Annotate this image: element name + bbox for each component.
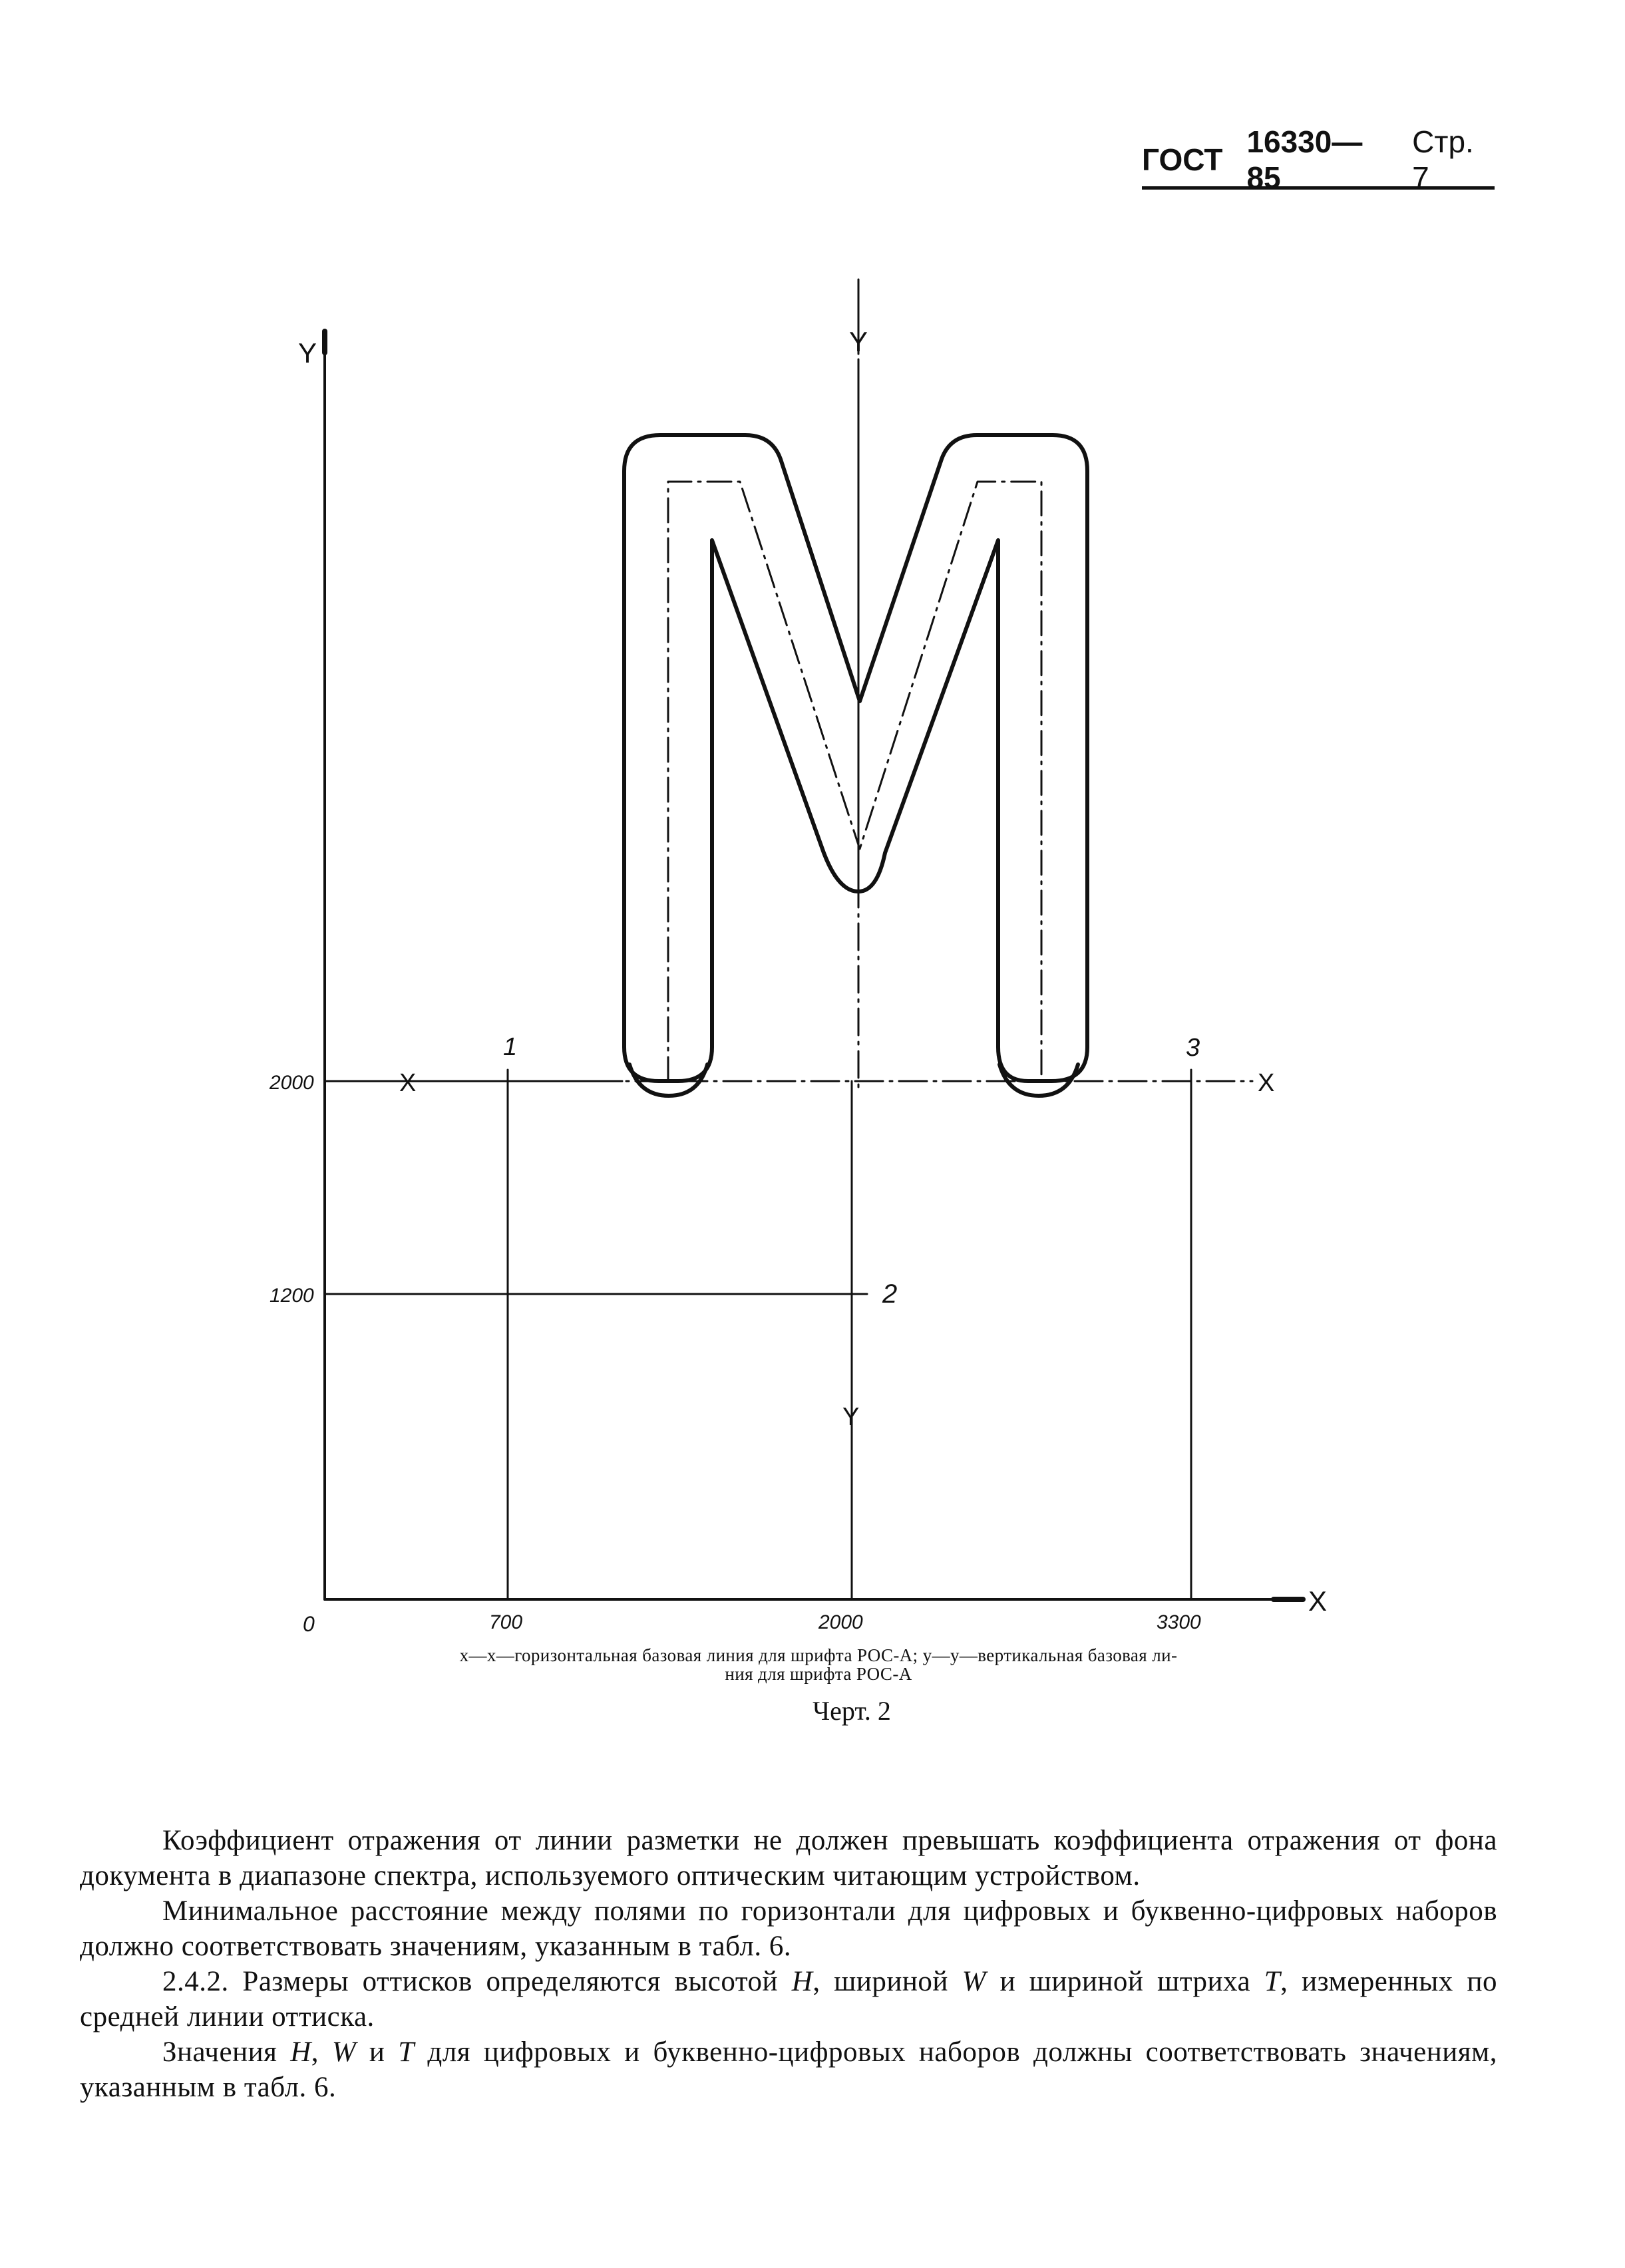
tick-label-3300: 3300 (1157, 1611, 1201, 1633)
tick-label-1200: 1200 (270, 1285, 314, 1307)
variable-w: W (962, 1966, 986, 1997)
marker-one: 1 (503, 1033, 518, 1061)
tick-label-700: 700 (489, 1611, 523, 1633)
body-text (80, 1823, 1497, 2105)
caption-line-2: ния для шрифта РОС-А (725, 1664, 912, 1684)
caption-line-1: x—x—горизонтальная базовая линия для шрифта РОС-А; y—y—вертикальная базовая ли- (459, 1645, 1178, 1665)
paragraph-4-suffix: для цифровых и буквенно-цифровых наборов должны соответствовать значениям, указанным в табл. 6. (80, 2036, 1498, 2103)
paragraph-3 (80, 1964, 1497, 2034)
paragraph-3-mid2: и шириной штриха (986, 1966, 1264, 1997)
figure-caption (279, 1645, 1357, 1685)
center-y-bottom-label: Y (842, 1403, 860, 1431)
page-number: Стр. 7 (1412, 124, 1474, 195)
letter-m-outline (624, 435, 1087, 1081)
paragraph-3-suffix: , измеренных по средней линии оттиска. (80, 1966, 1497, 2032)
figure-label: Черт. 2 (812, 1696, 891, 1726)
tick-label-2000-x: 2000 (818, 1611, 863, 1633)
left-y-axis-label: Y (298, 337, 317, 369)
paragraph-4 (80, 2034, 1497, 2105)
tick-label-2000-y: 2000 (270, 1072, 314, 1094)
center-y-top-label: Y (849, 326, 868, 357)
variable-t: T (1264, 1966, 1281, 1997)
paragraph-4-prefix: Значения (162, 2036, 291, 2068)
variable-w-2: W (331, 2036, 357, 2068)
paragraph-3-prefix: 2.4.2. Размеры оттисков определяются высотой (162, 1966, 792, 1997)
variable-h: H (791, 1966, 813, 1997)
paragraph-2: Минимальное расстояние между полями по горизонтали для цифровых и буквенно-цифровых наборов должно соответствовать значениям, указанным в табл. 6. (80, 1895, 1497, 1962)
paragraph-3-mid1: , шириной (812, 1966, 962, 1997)
origin-label: 0 (303, 1612, 315, 1636)
variable-t-2: T (398, 2036, 415, 2068)
paragraph-1: Коэффициент отражения от линии разметки не должен превышать коэффициента отражения от фона документа в диапазоне спектра, используемого оптическим читающим устройством. (80, 1825, 1497, 1891)
paragraph-4-sep2: и (356, 2036, 399, 2068)
right-x-label: X (1258, 1069, 1275, 1097)
marker-two: 2 (882, 1279, 898, 1309)
marker-three: 3 (1186, 1034, 1200, 1062)
variable-h-2: H (290, 2036, 311, 2068)
x-axis-label: X (1308, 1585, 1328, 1617)
left-x-label: X (399, 1069, 417, 1097)
paragraph-4-sep1: , (311, 2036, 332, 2068)
standard-code: ГОСТ (1142, 142, 1223, 177)
standard-number: 16330—85 (1246, 124, 1363, 195)
